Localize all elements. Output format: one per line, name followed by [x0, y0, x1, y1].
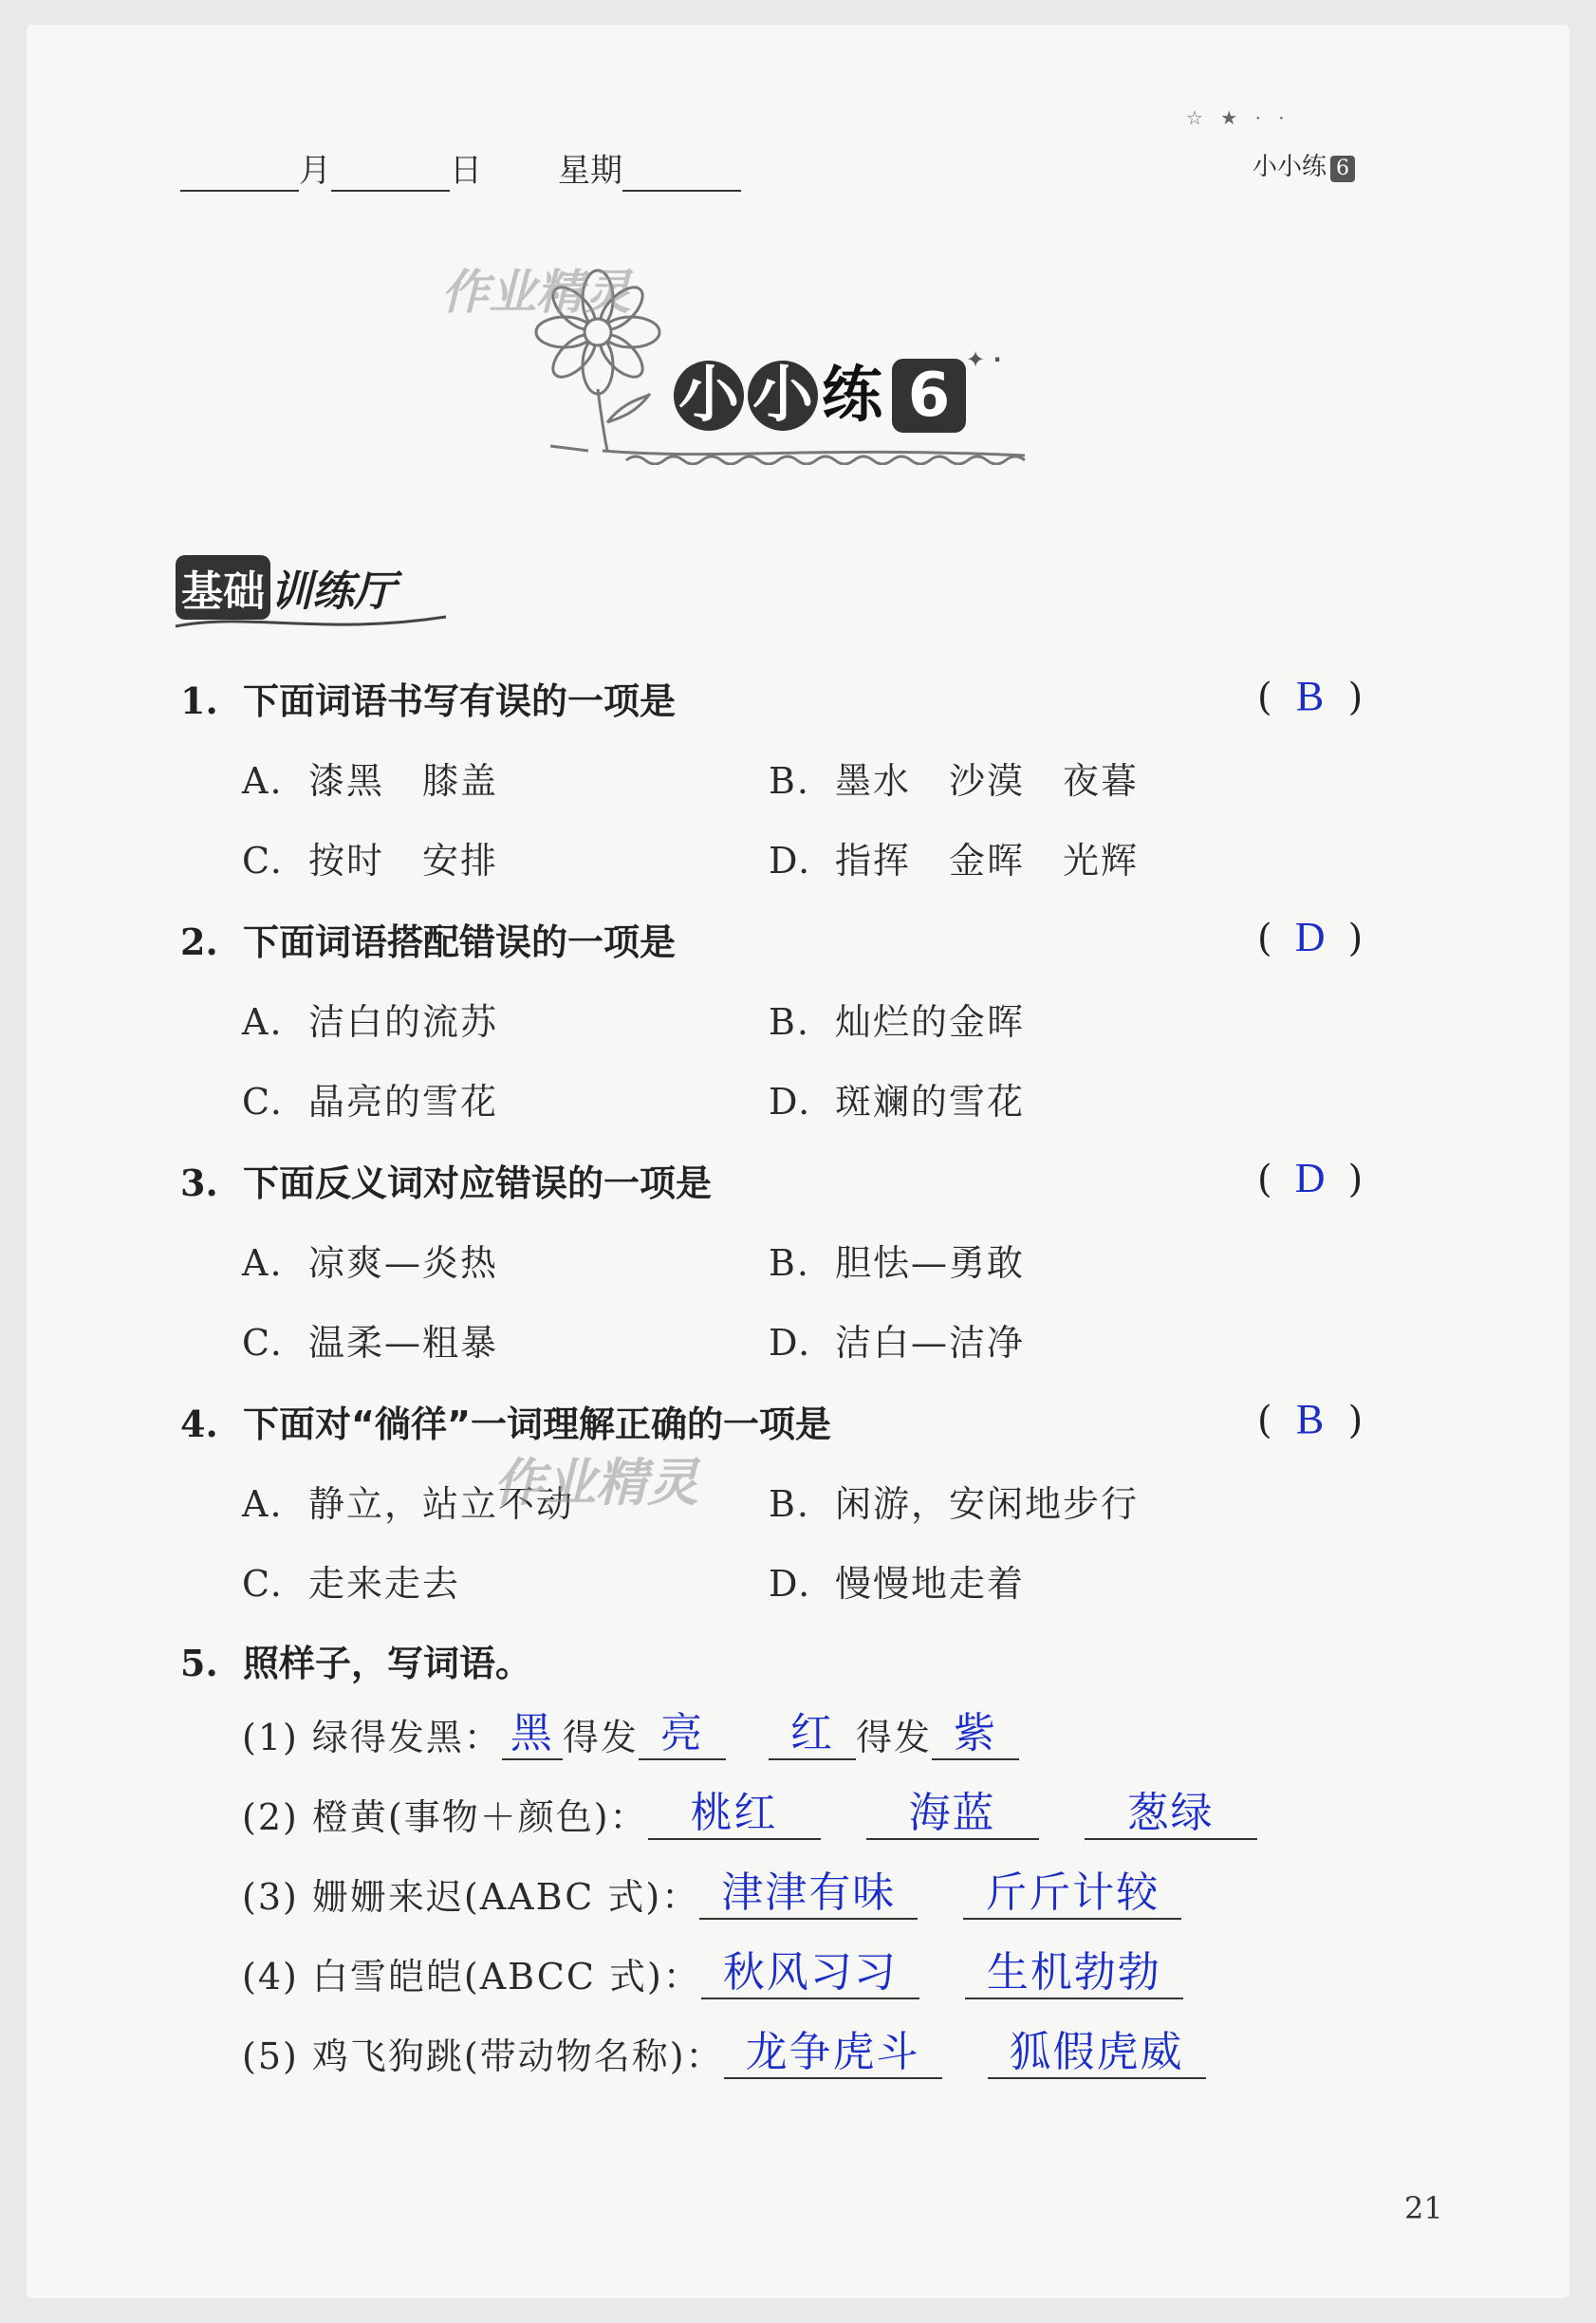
answer-2: D	[1294, 914, 1326, 960]
question-4	[180, 1395, 831, 1447]
q5-answer[interactable]: 海蓝	[866, 1789, 1039, 1840]
answer-slot-2[interactable]: ( D )	[1257, 914, 1364, 960]
title-char-1: 小	[674, 361, 744, 431]
q5-answer[interactable]: 斤斤计较	[963, 1868, 1181, 1920]
title-number: 6	[892, 359, 966, 433]
month-blank[interactable]	[180, 152, 299, 192]
q5-answer[interactable]: 桃红	[648, 1789, 821, 1840]
question-2	[180, 913, 676, 965]
option-4d: D. 慢慢地走着	[769, 1563, 1026, 1605]
option-4c: C. 走来走去	[242, 1563, 461, 1605]
corner-label	[1253, 147, 1355, 182]
weekday-label: 星期	[558, 152, 622, 190]
question-text: 照样子，写词语。	[243, 1643, 532, 1684]
q5-item-5	[242, 2027, 1206, 2079]
q5-item-4	[242, 1947, 1183, 1999]
option-4b: B. 闲游，安闲地步行	[769, 1483, 1140, 1525]
weekday-blank[interactable]	[622, 152, 741, 192]
option-3c: C. 温柔—粗暴	[242, 1322, 499, 1364]
section-header-part1: 基础	[176, 555, 270, 620]
option-4a: A. 静立，站立不动	[242, 1483, 575, 1525]
watermark-top: 作业精灵	[441, 265, 631, 320]
q5-answer[interactable]: 紫	[932, 1709, 1019, 1760]
question-number: 2.	[180, 920, 218, 963]
q5-answer[interactable]: 秋风习习	[701, 1948, 919, 1999]
option-1c: C. 按时 安排	[242, 840, 499, 882]
q5-item-3	[242, 1868, 1181, 1920]
month-label: 月	[299, 152, 331, 190]
q5-answer[interactable]: 红	[769, 1709, 856, 1760]
answer-3: D	[1294, 1155, 1326, 1201]
answer-slot-4[interactable]: ( B )	[1257, 1396, 1364, 1442]
page-title	[674, 346, 1002, 434]
date-line	[180, 144, 741, 192]
question-text: 下面反义词对应错误的一项是	[243, 1162, 713, 1204]
q5-mid: 得发	[562, 1717, 639, 1758]
question-text: 下面词语搭配错误的一项是	[243, 921, 677, 963]
corner-stars-icon: ☆ ★ · ·	[1186, 106, 1290, 129]
q5-answer[interactable]: 葱绿	[1085, 1789, 1257, 1840]
question-number: 1.	[180, 679, 218, 722]
page-number: 21	[1404, 2190, 1443, 2226]
option-2d: D. 斑斓的雪花	[769, 1081, 1026, 1123]
watermark-middle: 作业精灵	[493, 1453, 698, 1513]
q5-answer[interactable]: 黑	[502, 1709, 563, 1760]
question-number: 3.	[180, 1162, 218, 1204]
answer-slot-3[interactable]: ( D )	[1257, 1155, 1364, 1201]
q5-prompt: (1) 绿得发黑：	[242, 1717, 502, 1758]
day-label: 日	[450, 152, 482, 190]
q5-answer[interactable]: 狐假虎威	[988, 2028, 1206, 2079]
option-2b: B. 灿烂的金晖	[769, 1001, 1026, 1043]
q5-answer[interactable]: 津津有味	[699, 1868, 918, 1920]
section-header-part2: 训练厅	[270, 567, 396, 616]
day-blank[interactable]	[331, 152, 450, 192]
section-underline-icon	[171, 607, 455, 636]
answer-1: B	[1295, 673, 1325, 719]
question-text: 下面对“徜徉”一词理解正确的一项是	[243, 1403, 831, 1445]
question-number: 5.	[180, 1642, 218, 1684]
q5-prompt: (5) 鸡飞狗跳(带动物名称)：	[242, 2035, 724, 2077]
question-5	[180, 1634, 531, 1686]
question-text: 下面词语书写有误的一项是	[243, 680, 677, 722]
option-3a: A. 凉爽—炎热	[242, 1242, 499, 1284]
option-3d: D. 洁白—洁净	[769, 1322, 1026, 1364]
q5-prompt: (4) 白雪皑皑(ABCC 式)：	[242, 1956, 701, 1998]
title-stars-icon: ✦ ·	[966, 346, 1002, 373]
option-2a: A. 洁白的流苏	[242, 1001, 499, 1043]
q5-answer[interactable]: 龙争虎斗	[724, 2028, 942, 2079]
title-char-rest: 练	[822, 361, 882, 431]
answer-4: B	[1295, 1396, 1325, 1442]
q5-prompt: (2) 橙黄(事物＋颜色)：	[242, 1796, 648, 1838]
q5-answer[interactable]: 生机勃勃	[965, 1948, 1183, 1999]
option-3b: B. 胆怯—勇敢	[769, 1242, 1026, 1284]
option-1b: B. 墨水 沙漠 夜暮	[769, 760, 1140, 802]
option-1a: A. 漆黑 膝盖	[242, 760, 499, 802]
q5-item-1	[242, 1708, 1019, 1760]
option-2c: C. 晶亮的雪花	[242, 1081, 499, 1123]
question-number: 4.	[180, 1403, 218, 1445]
option-1d: D. 指挥 金晖 光辉	[769, 840, 1140, 882]
answer-slot-1[interactable]: ( B )	[1257, 673, 1364, 719]
q5-item-2	[242, 1788, 1257, 1840]
title-char-2: 小	[748, 361, 818, 431]
question-1	[180, 672, 676, 724]
question-3	[180, 1154, 712, 1206]
q5-mid: 得发	[855, 1717, 932, 1758]
corner-number: 6	[1330, 156, 1355, 182]
q5-answer[interactable]: 亮	[639, 1709, 726, 1760]
q5-prompt: (3) 姗姗来迟(AABC 式)：	[242, 1876, 700, 1918]
corner-label-text: 小小练	[1253, 153, 1327, 181]
